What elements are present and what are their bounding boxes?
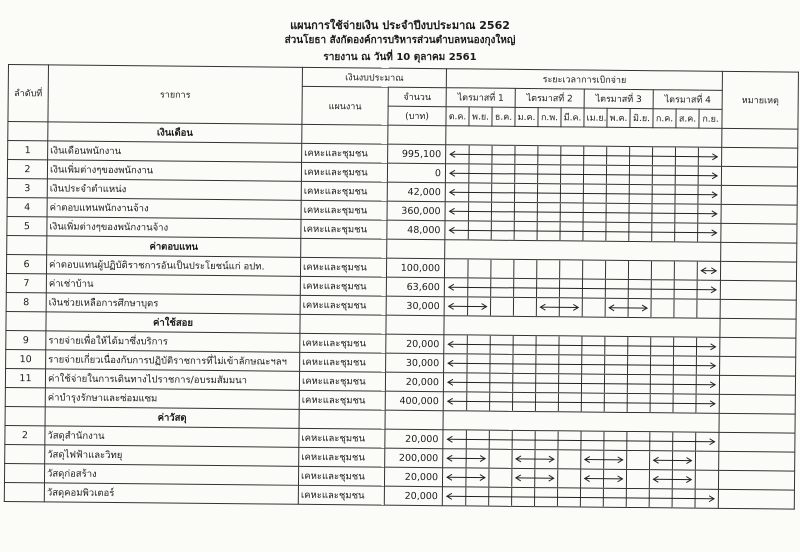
month-jun: มิ.ย. [630,108,653,127]
row-remark [719,470,795,490]
row-item: วัสดุไฟฟ้าและวิทยุ [45,445,299,466]
row-remark [720,280,796,300]
row-item: ค่าตอบแทนพนักงานจ้าง [47,198,301,219]
row-amount: 20,000 [384,486,442,506]
row-no [5,444,45,463]
row-no: 1 [8,141,48,160]
row-remark [720,299,796,319]
header-period: ระยะเวลาการเบิกจ่าย [446,69,722,91]
row-plan: เคหะและชุมชน [300,257,386,277]
row-no: 11 [5,368,45,387]
row-timeline [445,183,721,205]
row-amount: 200,000 [385,448,443,468]
row-item: วัสดุสำนักงาน [45,426,299,447]
row-item: วัสดุก่อสร้าง [44,464,298,485]
header-q4: ไตรมาสที่ 4 [653,90,722,110]
row-remark [719,394,795,414]
category-label: ค่าตอบแทน [47,236,301,257]
row-plan: เคหะและชุมชน [299,447,385,467]
header-q2: ไตรมาสที่ 2 [515,88,584,108]
row-remark [719,432,795,452]
row-amount: 42,000 [387,182,445,202]
row-no [5,387,45,406]
row-no [4,463,44,482]
row-timeline [446,145,722,167]
row-remark [722,147,798,167]
row-plan: เคหะและชุมชน [301,162,387,182]
row-amount: 48,000 [387,220,445,240]
row-plan: เคหะและชุมชน [298,466,384,486]
budget-table-wrapper [3,64,800,552]
month-dec: ธ.ค. [492,107,515,126]
row-amount: 20,000 [385,429,443,449]
row-timeline [445,202,721,224]
row-timeline [442,487,718,509]
row-amount: 30,000 [386,353,444,373]
row-timeline [445,221,721,243]
category-label: ค่าวัสดุ [45,407,299,428]
row-plan: เคหะและชุมชน [302,143,388,163]
header-amount: จำนวน [388,87,446,107]
month-mar: มี.ค. [561,108,584,127]
row-no: 10 [6,349,46,368]
row-no: 5 [7,216,47,235]
row-no: 6 [6,254,46,273]
header-seq: ลำดับที่ [8,65,49,122]
header-plan: แผนงาน [302,86,388,125]
row-item: ค่าตอบแทนผู้ปฏิบัติราชการอันเป็นประโยชน์แก่ อปท. [46,255,300,276]
row-plan: เคหะและชุมชน [300,276,386,296]
row-amount: 0 [387,163,445,183]
month-may: พ.ค. [607,108,630,127]
row-no: 2 [5,425,45,444]
row-no: 9 [6,330,46,349]
row-timeline [442,468,718,490]
row-remark [719,451,795,471]
row-no [4,482,44,501]
row-timeline [444,259,720,281]
budget-table [4,64,799,510]
row-timeline [443,392,719,414]
row-item: เงินเพิ่มต่างๆของพนักงานจ้าง [47,217,301,238]
header-q1: ไตรมาสที่ 1 [446,88,515,108]
row-amount: 360,000 [387,201,445,221]
row-remark [720,356,796,376]
row-item: รายจ่ายเกี่ยวเนื่องกับการปฏิบัติราชการที่ไม่เข้าลักษณะฯลฯ [46,350,300,371]
period-arrow [701,268,716,274]
month-sep: ก.ย. [699,109,722,128]
month-apr: เม.ย. [584,108,607,127]
row-amount: 20,000 [386,334,444,354]
row-plan: เคหะและชุมชน [301,219,387,239]
row-remark [721,223,797,243]
row-item: เงินประจำตำแหน่ง [47,179,301,200]
month-nov: พ.ย. [469,107,492,126]
row-plan: เคหะและชุมชน [301,181,387,201]
row-no: 8 [6,292,46,311]
row-amount: 20,000 [384,467,442,487]
header-q3: ไตรมาสที่ 3 [584,89,653,109]
row-remark [722,166,798,186]
row-amount: 30,000 [386,296,444,316]
category-label: ค่าใช้สอย [46,312,300,333]
row-plan: เคหะและชุมชน [301,200,387,220]
row-item: ค่าใช้จ่ายในการเดินทางไปราชการ/อบรมสัมมนา [45,369,299,390]
row-no: 7 [6,273,46,292]
row-remark [721,204,797,224]
month-feb: ก.พ. [538,108,561,127]
row-plan: เคหะและชุมชน [300,295,386,315]
row-timeline [445,164,721,186]
row-item: ค่าเช่าบ้าน [46,274,300,295]
category-label: เงินเดือน [48,122,302,143]
row-remark [720,375,796,395]
row-no: 3 [7,178,47,197]
row-timeline [444,297,720,319]
doc-date: รายงาน ณ วันที่ 10 ตุลาคม 2561 [323,52,477,63]
month-oct: ต.ค. [446,107,469,126]
row-item: รายจ่ายเพื่อให้ได้มาซึ่งบริการ [46,331,300,352]
row-no: 2 [7,160,47,179]
row-amount: 400,000 [385,391,443,411]
row-item: ค่าบำรุงรักษาและซ่อมแซม [45,388,299,409]
row-amount: 995,100 [388,144,446,164]
row-item: เงินช่วยเหลือการศึกษาบุตร [46,293,300,314]
row-amount: 63,600 [386,277,444,297]
row-plan: เคหะและชุมชน [299,428,385,448]
doc-subtitle: ส่วนโยธา สังกัดองค์การบริหารส่วนตำบลหนองกุงใหญ่ [284,35,516,46]
row-item: เงินเดือนพนักงาน [48,141,302,162]
row-item: วัสดุคอมพิวเตอร์ [44,483,298,504]
row-plan: เคหะและชุมชน [299,371,385,391]
row-plan: เคหะและชุมชน [300,352,386,372]
row-amount: 20,000 [385,372,443,392]
header-budget: เงินงบประมาณ [302,67,446,87]
row-plan: เคหะและชุมชน [299,390,385,410]
month-jul: ก.ค. [653,109,676,128]
header-amount-unit: (บาท) [388,106,446,126]
row-no: 4 [7,197,47,216]
row-remark [720,337,796,357]
row-item: เงินเพิ่มต่างๆของพนักงาน [47,160,301,181]
month-aug: ส.ค. [676,109,699,128]
row-timeline [444,335,720,357]
doc-title: แผนการใช้จ่ายเงิน ประจำปีงบประมาณ 2562 [290,19,510,32]
row-timeline [444,278,720,300]
month-jan: ม.ค. [515,107,538,126]
row-plan: เคหะและชุมชน [300,333,386,353]
header-remark: หมายเหตุ [722,71,799,129]
row-remark [718,489,794,509]
header-item: รายการ [48,65,303,124]
row-remark [721,185,797,205]
row-remark [721,261,797,281]
row-plan: เคหะและชุมชน [298,485,384,505]
row-amount: 100,000 [386,258,444,278]
